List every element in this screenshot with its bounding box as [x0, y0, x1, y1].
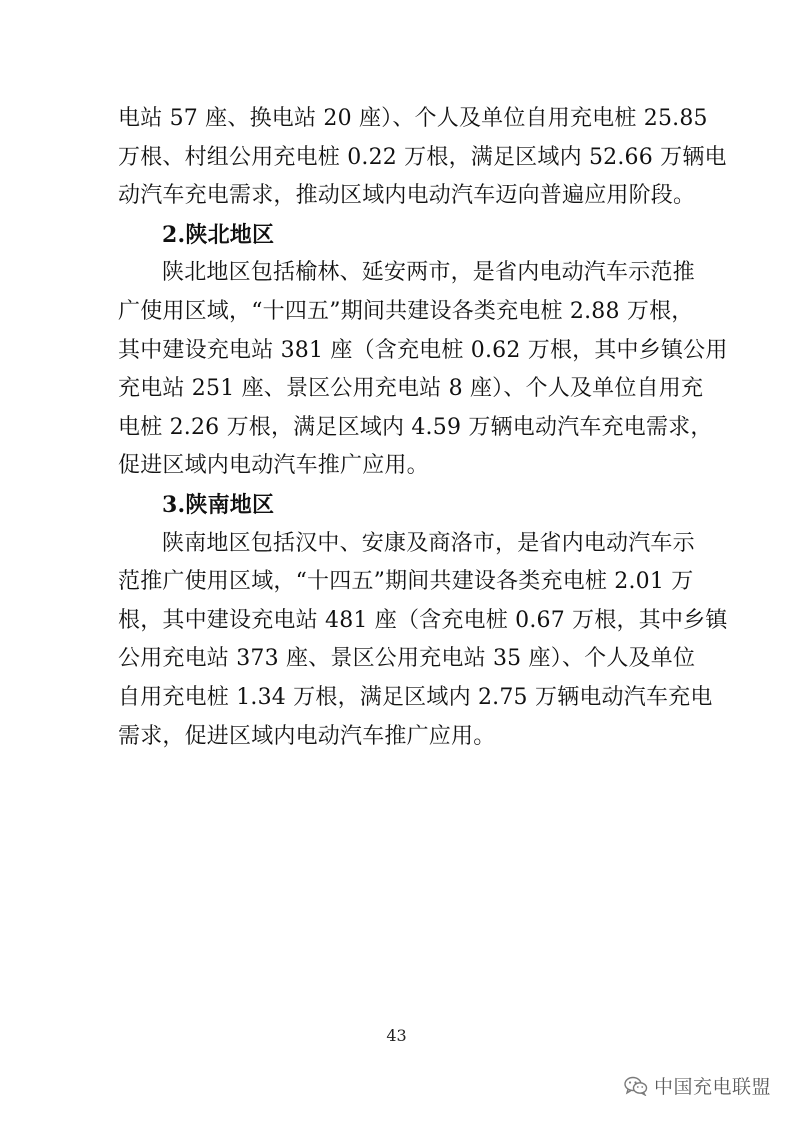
section-heading: 2.陕北地区 [162, 221, 275, 248]
text-line: 陕北地区包括榆林、延安两市，是省内电动汽车示范推 [162, 260, 695, 286]
section-heading: 3.陕南地区 [162, 491, 275, 518]
text-line: 电桩 2.26 万根，满足区域内 4.59 万辆电动汽车充电需求， [118, 414, 713, 440]
text-line: 陕南地区包括汉中、安康及商洛市，是省内电动汽车示 [162, 530, 695, 556]
text-line: 自用充电桩 1.34 万根，满足区域内 2.75 万辆电动汽车充电 [118, 684, 713, 710]
page-number: 43 [386, 1026, 407, 1045]
watermark [624, 1072, 771, 1099]
text-line: 充电站 251 座、景区公用充电站 8 座）、个人及单位自用充 [118, 376, 704, 402]
watermark-text: 中国充电联盟 [654, 1076, 772, 1098]
body-text [118, 100, 728, 756]
text-line: 促进区域内电动汽车推广应用。 [118, 453, 429, 479]
text-line: 万根、村组公用充电桩 0.22 万根，满足区域内 52.66 万辆电 [118, 144, 727, 170]
text-line: 动汽车充电需求，推动区域内电动汽车迈向普遍应用阶段。 [118, 183, 696, 209]
text-line: 范推广使用区域，“十四五”期间共建设各类充电桩 2.01 万 [118, 569, 694, 595]
text-line: 公用充电站 373 座、景区公用充电站 35 座）、个人及单位 [118, 646, 696, 672]
text-line: 根，其中建设充电站 481 座（含充电桩 0.67 万根，其中乡镇 [118, 607, 728, 633]
text-line: 电站 57 座、换电站 20 座）、个人及单位自用充电桩 25.85 [118, 106, 708, 131]
wechat-icon [624, 1076, 648, 1096]
text-line: 需求，促进区域内电动汽车推广应用。 [118, 723, 496, 749]
text-line: 其中建设充电站 381 座（含充电桩 0.62 万根，其中乡镇公用 [118, 337, 728, 363]
text-line: 广使用区域，“十四五”期间共建设各类充电桩 2.88 万根， [118, 298, 694, 324]
